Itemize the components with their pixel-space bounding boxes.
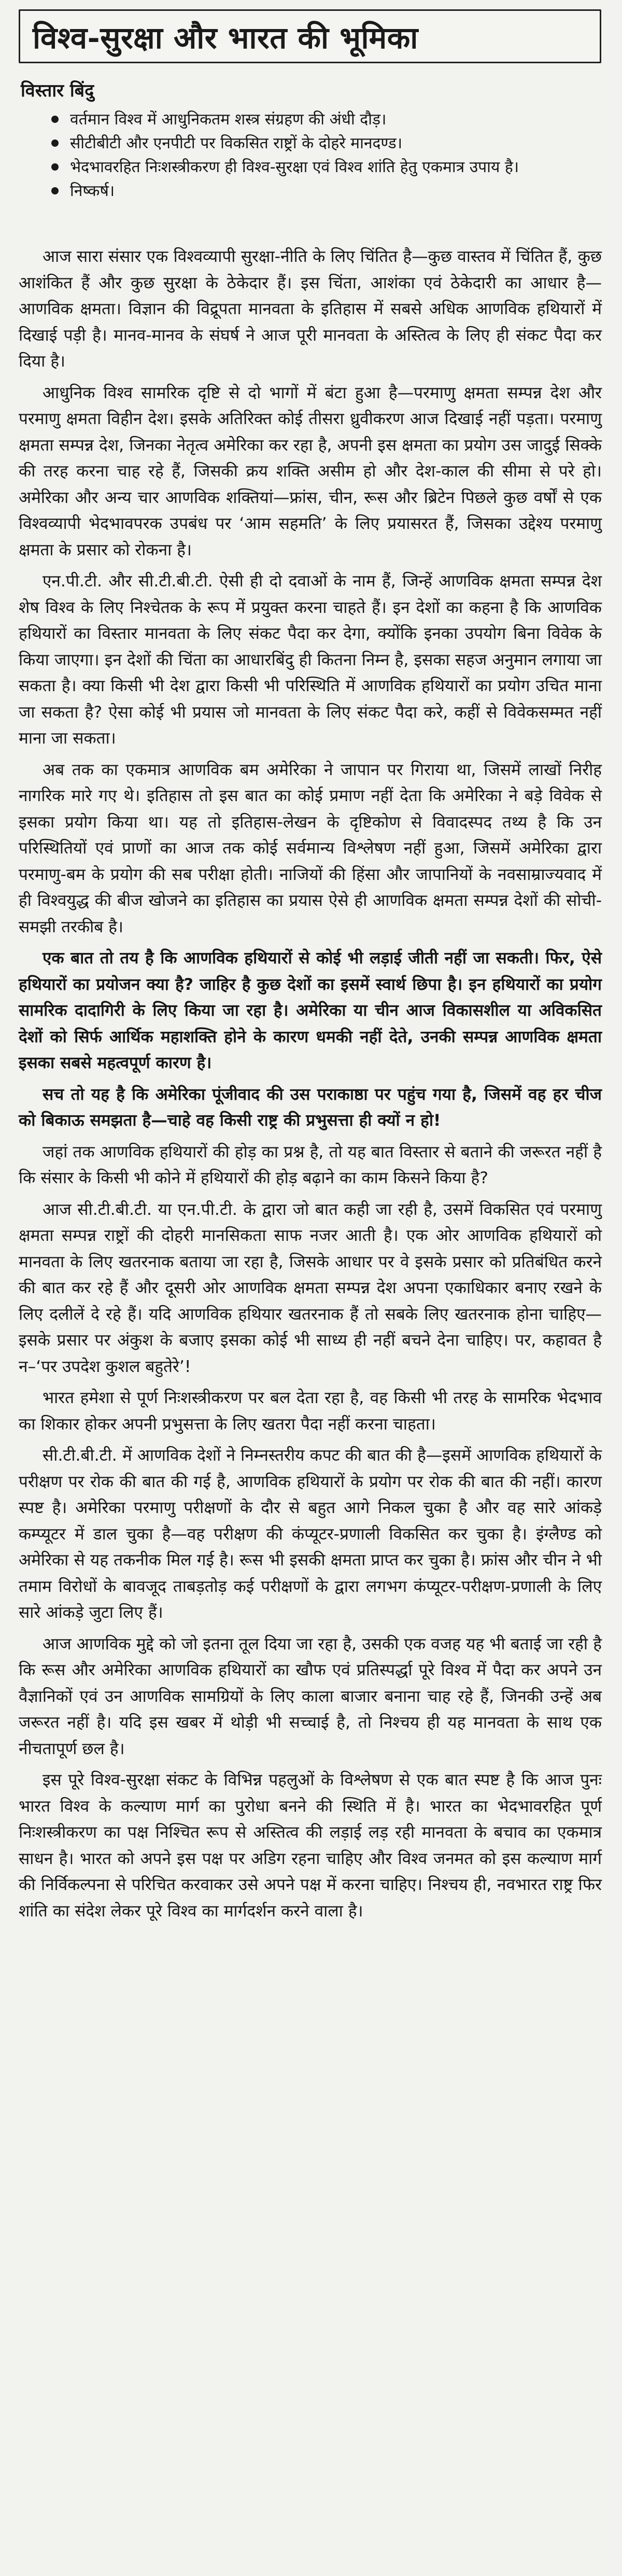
paragraph: एक बात तो तय है कि आणविक हथियारों से कोई भी लड़ाई जीती नहीं जा सकती। फिर, ऐसे हथियारों का प्रयोजन क्या है? जाहिर है कुछ देशों का इसमें स्वार्थ छिपा है। इन हथियारों का प्रयोग सामरिक दादागिरी के लिए किया जा रहा है। अमेरिका या चीन आज विकासशील या अविकसित देशों को सिर्फ आर्थिक महाशक्ति होने के कारण धमकी नहीं देते, उनकी सम्पन्न आणविक क्षमता इसका सबसे महत्वपूर्ण कारण है। xyxy=(19,949,602,1072)
paragraph: आज सी.टी.बी.टी. या एन.पी.टी. के द्वारा जो बात कही जा रही है, उसमें विकसित एवं परमाणु क्षमता सम्पन्न राष्ट्रों की दोहरी मानसिकता साफ नजर आती है। एक ओर आणविक हथियारों को मानवता के लिए खतरनाक बताया जा रहा है, जिसके आधार पर वे इसके प्रसार को प्रतिबंधित करने की बात कर रहे हैं और दूसरी ओर आणविक क्षमता सम्पन्न देश अपना एकाधिकार बनाए रखने के लिए दलीलें दे रहे हैं। यदि आणविक हथियार खतरनाक हैं तो सबके लिए खतरनाक होना चाहिए—इसके प्रसार पर अंकुश के बजाए इसका कोई भी साध्य ही नहीं बचने देना चाहिए। पर, कहावत है न–‘पर उपदेश कुशल बहुतेरे’! xyxy=(19,1200,602,1376)
paragraph: अब तक का एकमात्र आणविक बम अमेरिका ने जापान पर गिराया था, जिसमें लाखों निरीह नागरिक मारे गए थे। इतिहास तो इस बात का कोई प्रमाण नहीं देता कि अमेरिका ने बड़े विवेक से इसका प्रयोग किया था। यह तो इतिहास-लेखन के दृष्टिकोण से विवादस्पद तथ्य है कि उन परिस्थितियों एवं प्राणों का आज तक कोई सर्वमान्य विश्लेषण नहीं हुआ, जिसमें अमेरिका द्वारा परमाणु-बम के प्रयोग की सब परीक्षा होती। नाजियों की हिंसा और जापानियों के नवसाम्राज्यवाद में ही विश्वयुद्ध की बीज खोजने का इतिहास का प्रयास ऐसे ही आणविक क्षमता सम्पन्न देशों की सोची-समझी तरकीब है। xyxy=(19,760,602,936)
paragraph: आज सारा संसार एक विश्वव्यापी सुरक्षा-नीति के लिए चिंतित है—कुछ वास्तव में चिंतित हैं, कुछ आशंकित हैं और कुछ सुरक्षा के ठेकेदार हैं। इस चिंता, आशंका एवं ठेकेदारी का आधार है—आणविक क्षमता। विज्ञान की विद्रूपता मानवता के इतिहास में सबसे अधिक आणविक हथियारों में दिखाई पड़ी है। मानव-मानव के संघर्ष ने आज पूरी मानवता के अस्तित्व के लिए ही संकट पैदा कर दिया है। xyxy=(19,247,602,371)
paragraph: आधुनिक विश्व सामरिक दृष्टि से दो भागों में बंटा हुआ है—परमाणु क्षमता सम्पन्न देश और परमाणु क्षमता विहीन देश। इसके अतिरिक्त कोई तीसरा ध्रुवीकरण आज दिखाई नहीं पड़ता। परमाणु क्षमता सम्पन्न देश, जिनका नेतृत्व अमेरिका कर रहा है, अपनी इस क्षमता का प्रयोग उस जादुई सिक्के की तरह करना चाह रहे हैं, जिसकी क्रय शक्ति असीम हो और देश-काल की सीमा से परे हो। अमेरिका और अन्य चार आणविक शक्तियां—फ्रांस, चीन, रूस और ब्रिटेन पिछले कुछ वर्षों से एक विश्वव्यापी भेदभावपरक उपबंध पर ‘आम सहमति’ के लिए प्रयासरत हैं, जिसका उद्देश्य परमाणु क्षमता के प्रसार को रोकना है। xyxy=(19,383,602,559)
outline-item: सीटीबीटी और एनपीटी पर विकसित राष्ट्रों के दोहरे मानदण्ड। xyxy=(49,132,596,156)
outline-item: निष्कर्ष। xyxy=(49,179,596,203)
page-title: विश्व-सुरक्षा और भारत की भूमिका xyxy=(33,20,418,55)
outline-heading: विस्तार बिंदु xyxy=(21,80,94,101)
paragraph: आज आणविक मुद्दे को जो इतना तूल दिया जा रहा है, उसकी एक वजह यह भी बताई जा रही है कि रूस और अमेरिका आणविक हथियारों का खौफ एवं प्रतिस्पर्द्धा पूरे विश्व में पैदा कर अपने उन वैज्ञानिकों एवं उन आणविक सामग्रियों के लिए काला बाजार बनाना चाह रहे हैं, जिनकी उन्हें अब जरूरत नहीं है। यदि इस खबर में थोड़ी भी सच्चाई है, तो निश्चय ही यह मानवता के साथ एक नीचतापूर्ण छल है। xyxy=(19,1634,602,1758)
paragraph: सच तो यह है कि अमेरिका पूंजीवाद की उस पराकाष्ठा पर पहुंच गया है, जिसमें वह हर चीज को बिकाऊ समझता है—चाहे वह किसी राष्ट्र की प्रभुसत्ता ही क्यों न हो! xyxy=(19,1085,602,1130)
outline-list xyxy=(21,108,596,203)
paragraph: इस पूरे विश्व-सुरक्षा संकट के विभिन्न पहलुओं के विश्लेषण से एक बात स्पष्ट है कि आज पुनः भारत विश्व के कल्याण मार्ग का पुरोधा बनने की स्थिति में है। भारत का भेदभावरहित पूर्ण निःशस्त्रीकरण का पक्ष निश्चित रूप से अस्तित्व की लड़ाई लड़ रही मानवता के बचाव का एकमात्र साधन है। भारत को अपने इस पक्ष पर अडिग रहना चाहिए और विश्व जनमत को इस कल्याण मार्ग की निर्विकल्पना से परिचित करवाकर उसे अपने पक्ष में करना चाहिए। निश्चय ही, नवभारत राष्ट्र फिर शांति का संदेश लेकर पूरे विश्व का मार्गदर्शन करने वाला है। xyxy=(19,1771,602,1921)
paragraph: जहां तक आणविक हथियारों की होड़ का प्रश्न है, तो यह बात विस्तार से बताने की जरूरत नहीं है कि संसार के किसी भी कोने में हथियारों की होड़ बढ़ाने का काम किसने किया है? xyxy=(19,1142,602,1187)
paragraph: भारत हमेशा से पूर्ण निःशस्त्रीकरण पर बल देता रहा है, वह किसी भी तरह के सामरिक भेदभाव का शिकार होकर अपनी प्रभुसत्ता के लिए खतरा पैदा नहीं करना चाहता। xyxy=(19,1389,602,1434)
outline-section xyxy=(21,78,596,203)
outline-item: भेदभावरहित निःशस्त्रीकरण ही विश्व-सुरक्षा एवं विश्व शांति हेतु एकमात्र उपाय है। xyxy=(49,156,596,179)
essay-body xyxy=(19,244,602,1929)
paragraph: सी.टी.बी.टी. में आणविक देशों ने निम्नस्तरीय कपट की बात की है—इसमें आणविक हथियारों के परीक्षण पर रोक की बात की गई है, आणविक हथियारों के प्रयोग पर रोक की बात की नहीं। कारण स्पष्ट है। अमेरिका परमाणु परीक्षणों के दौर से बहुत आगे निकल चुका है और वह सारे आंकड़े कम्प्यूटर में डाल चुका है—वह परीक्षण की कंप्यूटर-प्रणाली विकसित कर चुका है। इंग्लैण्ड को अमेरिका से यह तकनीक मिल गई है। रूस भी इसकी क्षमता प्राप्त कर चुका है। फ्रांस और चीन ने भी तमाम विरोधों के बावजूद ताबड़तोड़ कई परीक्षणों के द्वारा लगभग कंप्यूटर-परीक्षण-प्रणाली के लिए सारे आंकड़े जुटा लिए हैं। xyxy=(19,1446,602,1622)
title-box xyxy=(19,9,601,63)
paragraph: एन.पी.टी. और सी.टी.बी.टी. ऐसी ही दो दवाओं के नाम हैं, जिन्हें आणविक क्षमता सम्पन्न देश शेष विश्व के लिए निश्चेतक के रूप में प्रयुक्त करना चाहते हैं। इन देशों का कहना है कि आणविक हथियारों का विस्तार मानवता के लिए संकट पैदा कर देगा, क्योंकि इनका उपयोग बिना विवेक के किया जाएगा। इन देशों की चिंता का आधारबिंदु ही कितना निम्न है, इसका सहज अनुमान लगाया जा सकता है। क्या किसी भी देश द्वारा किसी भी परिस्थिति में आणविक हथियारों का प्रयोग उचित माना जा सकता है? ऐसा कोई भी प्रयास जो मानवता के लिए संकट पैदा करे, कहीं से विवेकसम्मत नहीं माना जा सकता। xyxy=(19,572,602,748)
outline-item: वर्तमान विश्व में आधुनिकतम शस्त्र संग्रहण की अंधी दौड़। xyxy=(49,108,596,132)
